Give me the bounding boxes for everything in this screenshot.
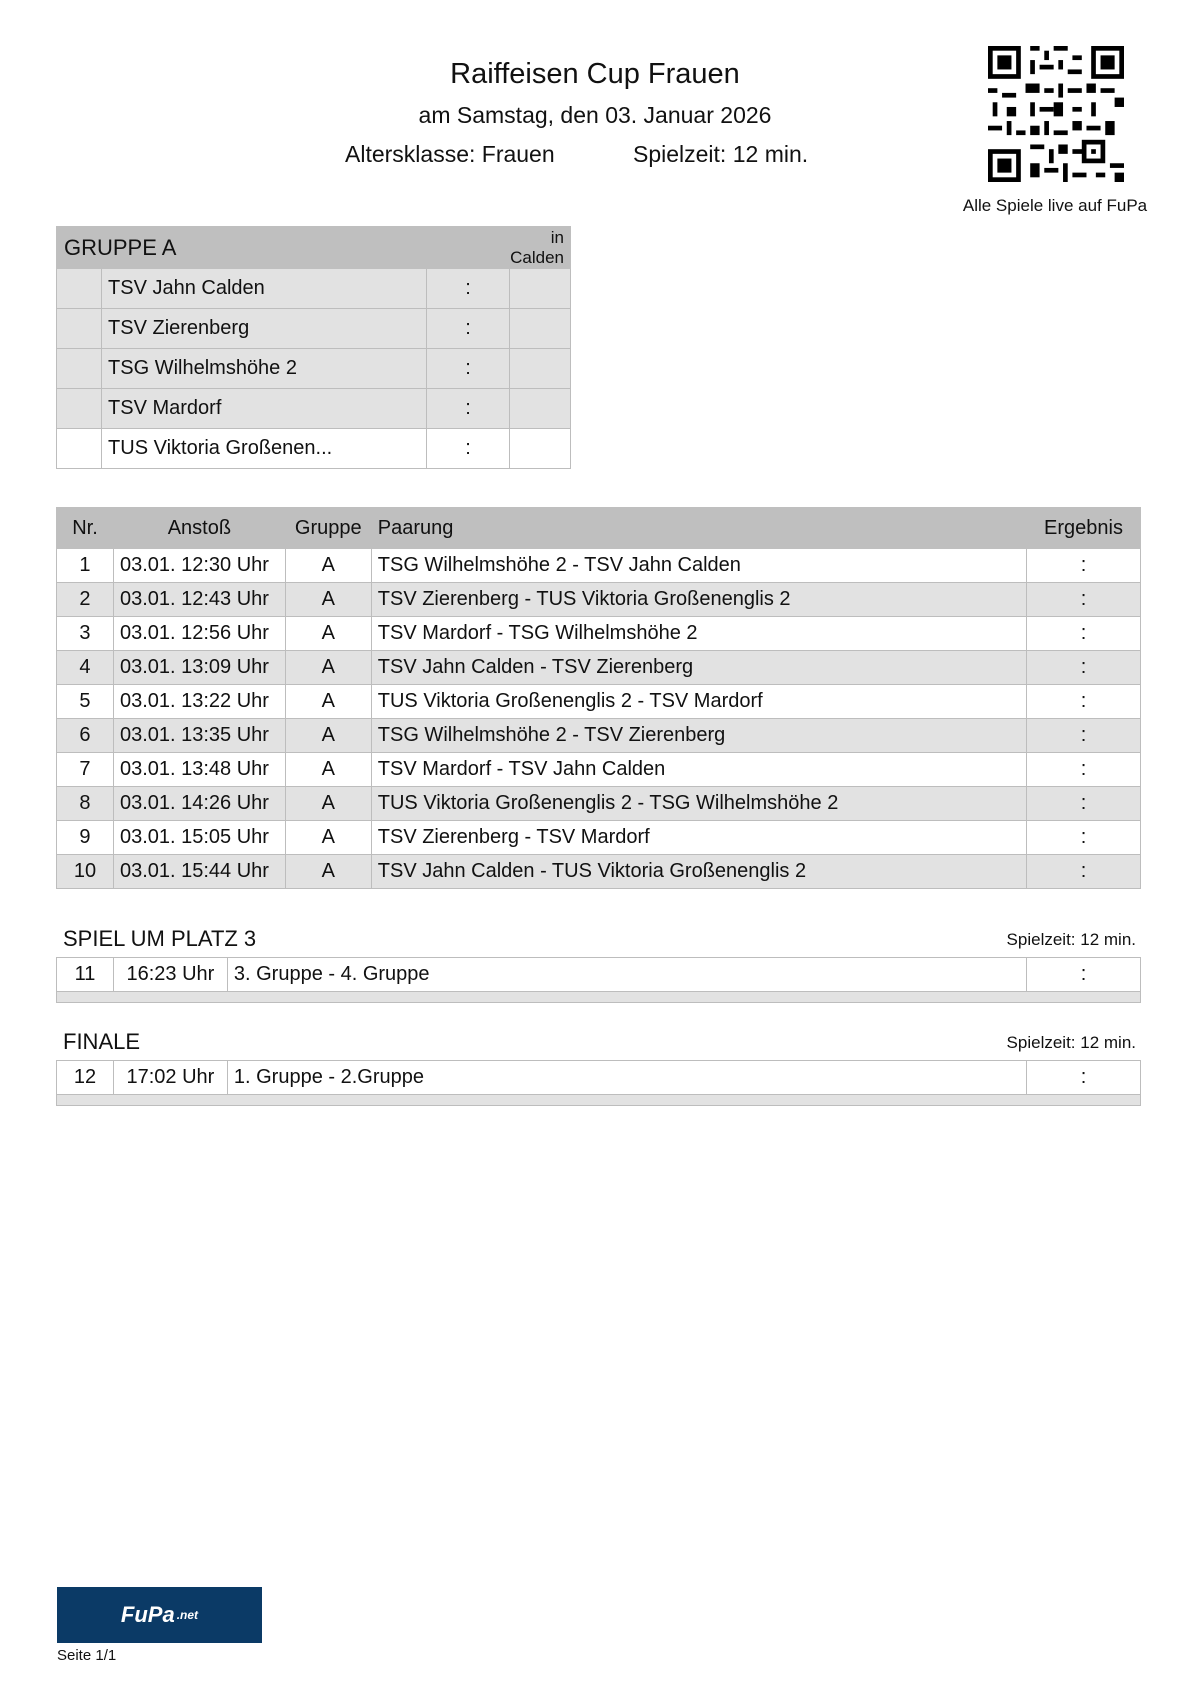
third-place-table: [56, 957, 1141, 1003]
event-date: am Samstag, den 03. Januar 2026: [418, 102, 772, 128]
match-row: [57, 958, 1141, 992]
match-pairing: TSV Mardorf - TSV Jahn Calden: [371, 753, 1026, 787]
play-time: Spielzeit: 12 min.: [633, 141, 809, 167]
team-name: TSV Mardorf: [102, 389, 427, 429]
page-number: Seite 1/1: [57, 1647, 117, 1664]
third-place-play-time: Spielzeit: 12 min.: [1006, 930, 1136, 949]
match-kickoff: 03.01. 13:09 Uhr: [113, 651, 285, 685]
group-location: in Calden: [510, 227, 571, 269]
match-nr: 5: [57, 685, 114, 719]
team-score: :: [426, 309, 509, 349]
match-kickoff: 03.01. 12:30 Uhr: [113, 549, 285, 583]
match-result: :: [1027, 1061, 1141, 1095]
match-nr: 12: [57, 1061, 114, 1095]
team-score: :: [426, 269, 509, 309]
match-nr: 2: [57, 583, 114, 617]
fupa-logo[interactable]: [57, 1587, 262, 1643]
table-footer-bar: [57, 992, 1141, 1003]
match-kickoff: 03.01. 15:44 Uhr: [113, 855, 285, 889]
match-kickoff: 03.01. 13:22 Uhr: [113, 685, 285, 719]
match-result: :: [1027, 753, 1141, 787]
match-kickoff: 17:02 Uhr: [113, 1061, 227, 1095]
match-result: :: [1027, 787, 1141, 821]
match-kickoff: 03.01. 13:48 Uhr: [113, 753, 285, 787]
match-pairing: TSG Wilhelmshöhe 2 - TSV Jahn Calden: [371, 549, 1026, 583]
match-result: :: [1027, 719, 1141, 753]
match-pairing: 3. Gruppe - 4. Gruppe: [227, 958, 1026, 992]
match-result: :: [1027, 821, 1141, 855]
match-row: [57, 685, 1141, 719]
table-footer-bar: [57, 1095, 1141, 1106]
match-pairing: TSV Jahn Calden - TUS Viktoria Großenenglis 2: [371, 855, 1026, 889]
match-row: [57, 821, 1141, 855]
match-row: [57, 549, 1141, 583]
group-header: [57, 227, 571, 269]
match-group: A: [285, 753, 371, 787]
col-group: Gruppe: [285, 508, 371, 549]
team-score: :: [426, 389, 509, 429]
match-pairing: TUS Viktoria Großenenglis 2 - TSV Mardorf: [371, 685, 1026, 719]
match-nr: 6: [57, 719, 114, 753]
match-kickoff: 03.01. 13:35 Uhr: [113, 719, 285, 753]
match-row: [57, 787, 1141, 821]
group-team-row: [57, 309, 571, 349]
match-nr: 11: [57, 958, 114, 992]
schedule-header-row: [57, 508, 1141, 549]
match-row: [57, 583, 1141, 617]
match-pairing: TSG Wilhelmshöhe 2 - TSV Zierenberg: [371, 719, 1026, 753]
team-name: TUS Viktoria Großenen...: [102, 429, 427, 469]
col-pairing: Paarung: [371, 508, 1026, 549]
col-result: Ergebnis: [1027, 508, 1141, 549]
group-table: [56, 226, 571, 469]
logo-suffix: .net: [176, 1608, 199, 1622]
live-info: Alle Spiele live auf FuPa: [962, 196, 1148, 215]
match-result: :: [1027, 958, 1141, 992]
match-result: :: [1027, 855, 1141, 889]
third-place-title: SPIEL UM PLATZ 3: [63, 926, 257, 951]
match-result: :: [1027, 617, 1141, 651]
final-title: FINALE: [63, 1029, 141, 1054]
match-pairing: 1. Gruppe - 2.Gruppe: [227, 1061, 1026, 1095]
match-group: A: [285, 583, 371, 617]
match-row: [57, 719, 1141, 753]
match-group: A: [285, 651, 371, 685]
match-nr: 7: [57, 753, 114, 787]
team-score: :: [426, 349, 509, 389]
match-kickoff: 03.01. 14:26 Uhr: [113, 787, 285, 821]
match-pairing: TSV Zierenberg - TUS Viktoria Großenenglis 2: [371, 583, 1026, 617]
match-group: A: [285, 787, 371, 821]
group-team-row: [57, 349, 571, 389]
match-kickoff: 03.01. 15:05 Uhr: [113, 821, 285, 855]
match-nr: 4: [57, 651, 114, 685]
match-nr: 8: [57, 787, 114, 821]
match-row: [57, 1061, 1141, 1095]
qr-code-icon[interactable]: [988, 46, 1124, 182]
age-class: Altersklasse: Frauen: [345, 141, 555, 167]
match-pairing: TSV Zierenberg - TSV Mardorf: [371, 821, 1026, 855]
match-row: [57, 617, 1141, 651]
match-kickoff: 16:23 Uhr: [113, 958, 227, 992]
match-nr: 9: [57, 821, 114, 855]
match-kickoff: 03.01. 12:56 Uhr: [113, 617, 285, 651]
col-nr: Nr.: [57, 508, 114, 549]
group-team-row: [57, 269, 571, 309]
group-name: GRUPPE A: [57, 227, 510, 269]
match-row: [57, 651, 1141, 685]
match-nr: 1: [57, 549, 114, 583]
match-group: A: [285, 617, 371, 651]
match-group: A: [285, 719, 371, 753]
match-result: :: [1027, 651, 1141, 685]
team-name: TSV Zierenberg: [102, 309, 427, 349]
match-pairing: TSV Mardorf - TSG Wilhelmshöhe 2: [371, 617, 1026, 651]
match-nr: 10: [57, 855, 114, 889]
match-result: :: [1027, 549, 1141, 583]
final-table: [56, 1060, 1141, 1106]
schedule-table: [56, 507, 1141, 889]
team-name: TSV Jahn Calden: [102, 269, 427, 309]
match-result: :: [1027, 583, 1141, 617]
match-result: :: [1027, 685, 1141, 719]
team-score: :: [426, 429, 509, 469]
match-group: A: [285, 821, 371, 855]
match-kickoff: 03.01. 12:43 Uhr: [113, 583, 285, 617]
match-group: A: [285, 685, 371, 719]
logo-text: FuPa: [120, 1602, 175, 1627]
page-title: Raiffeisen Cup Frauen: [450, 58, 740, 90]
match-row: [57, 855, 1141, 889]
group-team-row: [57, 389, 571, 429]
col-kickoff: Anstoß: [113, 508, 285, 549]
match-nr: 3: [57, 617, 114, 651]
group-team-row: [57, 429, 571, 469]
team-name: TSG Wilhelmshöhe 2: [102, 349, 427, 389]
match-pairing: TUS Viktoria Großenenglis 2 - TSG Wilhelmshöhe 2: [371, 787, 1026, 821]
match-group: A: [285, 549, 371, 583]
final-play-time: Spielzeit: 12 min.: [1006, 1033, 1136, 1052]
match-row: [57, 753, 1141, 787]
match-pairing: TSV Jahn Calden - TSV Zierenberg: [371, 651, 1026, 685]
match-group: A: [285, 855, 371, 889]
